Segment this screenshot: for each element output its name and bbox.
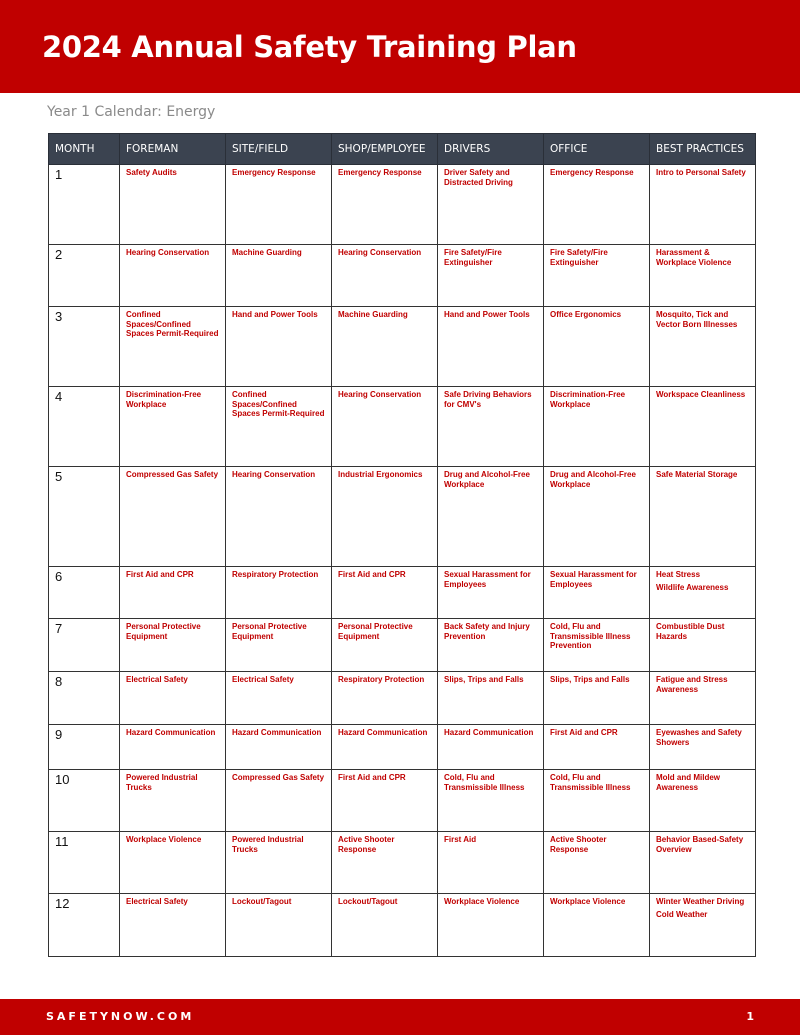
training-topic: Discrimination-Free Workplace <box>126 390 202 409</box>
topic-cell <box>332 770 438 832</box>
topic-cell <box>332 894 438 957</box>
training-topic: First Aid and CPR <box>338 570 406 579</box>
topic-cell <box>438 245 544 307</box>
training-topic: Cold, Flu and Transmissible Illness <box>550 773 631 792</box>
training-topic: Hearing Conservation <box>338 248 422 257</box>
training-topic: Hearing Conservation <box>338 390 422 399</box>
column-header: BEST PRACTICES <box>650 134 756 165</box>
table-row <box>49 245 756 307</box>
column-header: FOREMAN <box>120 134 226 165</box>
training-topic: Hearing Conservation <box>232 470 316 479</box>
page-subtitle: Year 1 Calendar: Energy <box>47 104 216 120</box>
column-header: SITE/FIELD <box>226 134 332 165</box>
training-topic: Fatigue and Stress Awareness <box>656 675 728 694</box>
table-row <box>49 387 756 467</box>
training-topic: First Aid and CPR <box>550 728 618 737</box>
topic-cell <box>544 770 650 832</box>
topic-cell <box>332 307 438 387</box>
topic-cell <box>332 387 438 467</box>
training-topic: Hand and Power Tools <box>444 310 530 319</box>
training-topic: Electrical Safety <box>232 675 294 684</box>
page-number: 1 <box>746 1010 754 1023</box>
topic-cell <box>226 672 332 725</box>
training-topic: Hazard Communication <box>126 728 216 737</box>
training-topic: Compressed Gas Safety <box>232 773 325 782</box>
topic-cell <box>650 165 756 245</box>
training-topic: Fire Safety/Fire Extinguisher <box>444 248 502 267</box>
training-topic: Personal Protective Equipment <box>126 622 201 641</box>
training-topic: First Aid and CPR <box>338 773 406 782</box>
training-topic: Fire Safety/Fire Extinguisher <box>550 248 608 267</box>
topic-cell <box>226 725 332 770</box>
training-topic: Compressed Gas Safety <box>126 470 219 479</box>
training-topic: Workspace Cleanliness <box>656 390 746 399</box>
training-topic: Respiratory Protection <box>338 675 425 684</box>
training-topic: Heat Stress <box>656 570 701 579</box>
training-topic: Drug and Alcohol-Free Workplace <box>550 470 636 489</box>
topic-cell <box>650 245 756 307</box>
topic-cell <box>226 307 332 387</box>
training-topic: Lockout/Tagout <box>338 897 398 906</box>
topic-cell <box>226 894 332 957</box>
training-topic: Hazard Communication <box>338 728 428 737</box>
topic-cell <box>332 832 438 894</box>
topic-cell <box>438 467 544 567</box>
topic-cell <box>438 894 544 957</box>
topic-cell <box>438 307 544 387</box>
month-cell: 7 <box>49 619 120 672</box>
training-topic: Office Ergonomics <box>550 310 622 319</box>
topic-cell <box>226 467 332 567</box>
topic-cell <box>650 619 756 672</box>
training-topic: Active Shooter Response <box>550 835 607 854</box>
training-topic: Slips, Trips and Falls <box>444 675 524 684</box>
month-cell: 3 <box>49 307 120 387</box>
header-banner <box>0 0 800 93</box>
training-topic: Safe Driving Behaviors for CMV's <box>444 390 532 409</box>
page-title: 2024 Annual Safety Training Plan <box>42 30 577 64</box>
topic-cell <box>544 832 650 894</box>
topic-cell <box>226 832 332 894</box>
training-topic: Workplace Violence <box>444 897 520 906</box>
training-topic: Eyewashes and Safety Showers <box>656 728 742 747</box>
table-row <box>49 725 756 770</box>
table-row <box>49 770 756 832</box>
column-header: OFFICE <box>544 134 650 165</box>
topic-cell <box>120 467 226 567</box>
training-topic: Respiratory Protection <box>232 570 319 579</box>
table-header-row <box>49 134 756 165</box>
topic-cell <box>120 567 226 619</box>
training-topic: First Aid and CPR <box>126 570 194 579</box>
topic-cell <box>332 567 438 619</box>
topic-cell <box>226 619 332 672</box>
table-row <box>49 672 756 725</box>
training-topic: Behavior Based-Safety Overview <box>656 835 744 854</box>
month-cell: 11 <box>49 832 120 894</box>
table-row <box>49 619 756 672</box>
training-topic: Emergency Response <box>232 168 316 177</box>
topic-cell <box>544 619 650 672</box>
month-cell: 2 <box>49 245 120 307</box>
topic-cell <box>438 725 544 770</box>
topic-cell <box>332 245 438 307</box>
topic-cell <box>332 467 438 567</box>
training-topic: Cold Weather <box>656 909 708 919</box>
topic-cell <box>544 567 650 619</box>
topic-cell <box>332 725 438 770</box>
topic-cell <box>120 672 226 725</box>
training-topic: Emergency Response <box>550 168 634 177</box>
topic-cell <box>438 567 544 619</box>
training-topic: Mosquito, Tick and Vector Born Illnesses <box>656 310 738 329</box>
topic-cell <box>438 619 544 672</box>
training-topic: Driver Safety and Distracted Driving <box>444 168 513 187</box>
table-body <box>49 165 756 957</box>
topic-cell <box>650 832 756 894</box>
topic-cell <box>438 832 544 894</box>
topic-cell <box>650 467 756 567</box>
footer-site-link[interactable]: SAFETYNOW.COM <box>46 1010 195 1023</box>
topic-cell <box>438 672 544 725</box>
topic-cell <box>438 387 544 467</box>
footer-bar <box>0 999 800 1035</box>
topic-cell <box>332 165 438 245</box>
training-topic: Machine Guarding <box>232 248 302 257</box>
column-header: SHOP/EMPLOYEE <box>332 134 438 165</box>
training-topic: Cold, Flu and Transmissible Illness <box>444 773 525 792</box>
topic-cell <box>650 387 756 467</box>
training-topic: Emergency Response <box>338 168 422 177</box>
topic-cell <box>544 467 650 567</box>
topic-cell <box>226 245 332 307</box>
training-topic: Workplace Violence <box>126 835 202 844</box>
training-topic: Electrical Safety <box>126 897 188 906</box>
training-topic: Industrial Ergonomics <box>338 470 423 479</box>
month-cell: 5 <box>49 467 120 567</box>
month-cell: 6 <box>49 567 120 619</box>
topic-cell <box>120 770 226 832</box>
topic-cell <box>226 567 332 619</box>
topic-cell <box>120 387 226 467</box>
topic-cell <box>650 307 756 387</box>
training-topic: Powered Industrial Trucks <box>232 835 304 854</box>
topic-cell <box>650 725 756 770</box>
training-topic: Slips, Trips and Falls <box>550 675 630 684</box>
topic-cell <box>120 165 226 245</box>
training-topic: Hazard Communication <box>232 728 322 737</box>
month-cell: 1 <box>49 165 120 245</box>
topic-cell <box>650 672 756 725</box>
training-topic: Harassment & Workplace Violence <box>656 248 732 267</box>
month-cell: 9 <box>49 725 120 770</box>
training-topic: Discrimination-Free Workplace <box>550 390 626 409</box>
training-plan-table <box>48 133 756 957</box>
topic-cell <box>544 245 650 307</box>
topic-cell <box>438 770 544 832</box>
training-topic: Sexual Harassment for Employees <box>444 570 531 589</box>
training-topic: Safe Material Storage <box>656 470 738 479</box>
training-topic: Confined Spaces/Confined Spaces Permit-Required <box>126 310 219 338</box>
topic-cell <box>120 725 226 770</box>
training-topic: Confined Spaces/Confined Spaces Permit-Required <box>232 390 325 418</box>
training-topic: Drug and Alcohol-Free Workplace <box>444 470 530 489</box>
training-topic: Hazard Communication <box>444 728 534 737</box>
month-cell: 4 <box>49 387 120 467</box>
month-cell: 10 <box>49 770 120 832</box>
month-cell: 8 <box>49 672 120 725</box>
topic-cell <box>544 672 650 725</box>
topic-cell <box>332 619 438 672</box>
training-topic: Hearing Conservation <box>126 248 210 257</box>
training-topic: Workplace Violence <box>550 897 626 906</box>
training-topic: Electrical Safety <box>126 675 188 684</box>
training-topic: Personal Protective Equipment <box>338 622 413 641</box>
training-topic: Powered Industrial Trucks <box>126 773 198 792</box>
topic-cell <box>120 894 226 957</box>
training-topic: Sexual Harassment for Employees <box>550 570 637 589</box>
table-row <box>49 567 756 619</box>
topic-cell <box>226 770 332 832</box>
training-topic: Active Shooter Response <box>338 835 395 854</box>
topic-cell <box>120 832 226 894</box>
training-topic: Intro to Personal Safety <box>656 168 746 177</box>
training-topic: First Aid <box>444 835 477 844</box>
topic-cell <box>544 725 650 770</box>
topic-cell <box>544 307 650 387</box>
topic-cell <box>650 770 756 832</box>
column-header: DRIVERS <box>438 134 544 165</box>
month-cell: 12 <box>49 894 120 957</box>
topic-cell <box>120 245 226 307</box>
training-topic: Winter Weather Driving <box>656 897 745 906</box>
training-topic: Combustible Dust Hazards <box>656 622 725 641</box>
table-row <box>49 832 756 894</box>
table-row <box>49 165 756 245</box>
topic-cell <box>438 165 544 245</box>
table-row <box>49 894 756 957</box>
topic-cell <box>544 894 650 957</box>
training-topic: Mold and Mildew Awareness <box>656 773 720 792</box>
training-topic: Back Safety and Injury Prevention <box>444 622 530 641</box>
training-topic: Hand and Power Tools <box>232 310 318 319</box>
table-row <box>49 467 756 567</box>
topic-cell <box>226 165 332 245</box>
topic-cell <box>650 894 756 957</box>
training-topic: Safety Audits <box>126 168 177 177</box>
topic-cell <box>650 567 756 619</box>
topic-cell <box>332 672 438 725</box>
topic-cell <box>544 165 650 245</box>
topic-cell <box>544 387 650 467</box>
topic-cell <box>226 387 332 467</box>
training-topic: Wildlife Awareness <box>656 582 729 592</box>
column-header: MONTH <box>49 134 120 165</box>
training-topic: Personal Protective Equipment <box>232 622 307 641</box>
topic-cell <box>120 619 226 672</box>
training-topic: Cold, Flu and Transmissible Illness Prevention <box>550 622 631 650</box>
training-topic: Lockout/Tagout <box>232 897 292 906</box>
training-topic: Machine Guarding <box>338 310 408 319</box>
table-row <box>49 307 756 387</box>
topic-cell <box>120 307 226 387</box>
